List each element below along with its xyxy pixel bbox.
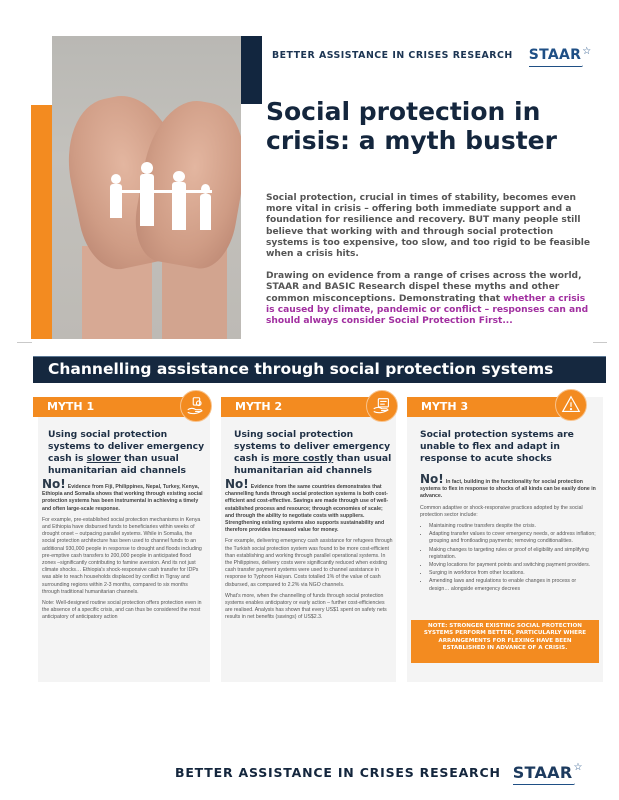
no-label: No!: [42, 477, 66, 491]
brand-tagline: BETTER ASSISTANCE IN CRISES RESEARCH: [272, 49, 513, 61]
myth-3-note: NOTE: STRONGER EXISTING SOCIAL PROTECTION SYSTEMS PERFORM BETTER, PARTICULARLY WHERE ARRANGEMENTS FOR FLEXING HAVE BEEN ESTABLISHED IN ADVANCE OF A CRISIS.: [411, 620, 599, 663]
hero-photo: [52, 36, 241, 339]
cash-in-hand-icon: [180, 390, 212, 422]
header-brand: [272, 47, 591, 63]
section-banner: [33, 356, 606, 383]
no-label: No!: [420, 472, 444, 486]
section-title: Channelling assistance through social protection systems: [48, 360, 554, 378]
myth-1-body: No! Evidence from Fiji, Philippines, Nepal, Turkey, Kenya, Ethiopia and Somalia shows that working through existing social protection systems has been instrumental in achieving a timely and often large-scale response. For example, pre-established social protection mechanisms in Kenya and Ethiopia have disbursed funds to beneficiaries within weeks of drought onset – outpacing parallel systems. While in Somalia, the social protection architecture has been used to channel funds to an additional 930,000 people in response to drought and floods including pre-emptive cash transfers to 200,000 people in anticipated flood zones –significantly contributing to famine aversion. And its not just climate shocks… Ethiopia's shock-responsive cash transfer for IDPs was able to reach households displaced by conflict in Tigray and surrounding regions within 2-3 months, compared to six months through traditional humanitarian channels. Note: Well-designed routine social protection offers protection even in the absence of a specific crisis, and can thus be considered the most anticipatory of anticipatory action: [42, 477, 203, 621]
myth-3-question: Social protection systems are unable to flex and adapt in response to acute shocks: [420, 429, 574, 464]
adaptive-practices-list: • Maintaining routine transfers despite the crisis. • Adapting transfer values to cover emergency needs, or address inflation; grouping and frontloading payments; removing conditionalities. • Making changes to targeting rules or proof of eligibility and simplifying registration. • Moving locations for payment points and switching payment providers. • Surging in workforce from other locations. • Amending laws and regulations to enable changes in process or design… alongside emergency decrees: [420, 523, 596, 593]
no-label: No!: [225, 477, 249, 491]
myth-1-question: Using social protection systems to deliver emergency cash is slower than usual humanitarian aid channels: [48, 429, 205, 476]
page-title: Social protection in crisis: a myth buster: [266, 97, 557, 155]
myth-2-body: No! Evidence from the same countries demonstrates that channelling funds through social protection systems is both cost-efficient and cost-effective. Savings are made through use of well-established process and resource; through economies of scale; and through the ability to negotiate costs with suppliers. Strengthening existing systems also supports sustainability and therefore provides increased value for money. For example, delivering emergency cash assistance for refugees through the Turkish social protection system was found to be more cost-efficient than establishing and working through parallel operational systems. In the Philippines, delivery costs were significantly reduced when existing cash transfer payment systems were used to channel assistance in response to Typhoon Haiyan. Costs totalled 1% of the value of cash disbursed, as compared to 2.2% via NGO channels. What's more, when the channelling of funds through social protection systems enables anticipatory or early action – further cost-efficiencies are realised. Analysis has shown that every US$1 spent on safety nets results in net benefits (savings) of US$2.3.: [225, 477, 393, 621]
myth-2-question: Using social protection systems to deliver emergency cash is more costly than usual humanitarian aid channels: [234, 429, 392, 476]
warning-triangle-icon: [555, 389, 587, 421]
navy-accent-bar: [240, 36, 262, 104]
divider-right: [593, 342, 607, 343]
myth-3-body: No! In fact, building in the functionality for social protection systems to flex in response to shocks of all kinds can be easily done in advance. Common adaptive or shock-responsive practices adopted by the social protection sector include: • Maintaining routine transfers despite the crisis. • Adapting transfer values to cover emergency needs, or address inflation; grouping and frontloading payments; removing conditionalities. • Making changes to targeting rules or proof of eligibility and simplifying registration. • Moving locations for payment points and switching payment providers. • Surging in workforce from other locations. • Amending laws and regulations to enable changes in process or design… alongside emergency decrees: [420, 476, 596, 597]
star-icon: ☆: [582, 46, 592, 57]
footer-brand: [175, 763, 582, 782]
star-icon: ☆: [573, 762, 583, 773]
myth-tab-3: MYTH 3: [407, 397, 567, 417]
myth-tab-1: MYTH 1: [33, 397, 188, 417]
orange-accent-bar: [31, 105, 52, 339]
staar-logo: STAAR ☆: [529, 47, 591, 63]
cost-payment-icon: [366, 390, 398, 422]
footer-staar-logo: STAAR ☆: [513, 763, 583, 782]
intro-highlight: whether a crisis is caused by climate, pandemic or conflict – responses can and should always consider Social Protection First...: [266, 293, 589, 327]
footer-tagline: BETTER ASSISTANCE IN CRISES RESEARCH: [175, 765, 501, 780]
paper-family-figure: [102, 166, 222, 236]
intro-paragraph-2: Drawing on evidence from a range of crises across the world, STAAR and BASIC Research dispel these myths and other common misconceptions. Demonstrating that whether a crisis is caused by climate, pandemic or conflict – responses can and should always consider Social Protection First...: [266, 271, 589, 327]
myth-tab-2: MYTH 2: [221, 397, 376, 417]
intro-paragraph-1: Social protection, crucial in times of stability, becomes even more vital in crisis – offering both immediate support and a foundation for resilience and recovery. BUT many people still believe that working with and through social protection systems is too expensive, too slow, and too rigid to be feasible when a crisis hits.: [266, 193, 591, 260]
intro-text: [266, 193, 596, 338]
divider-left: [17, 342, 32, 343]
